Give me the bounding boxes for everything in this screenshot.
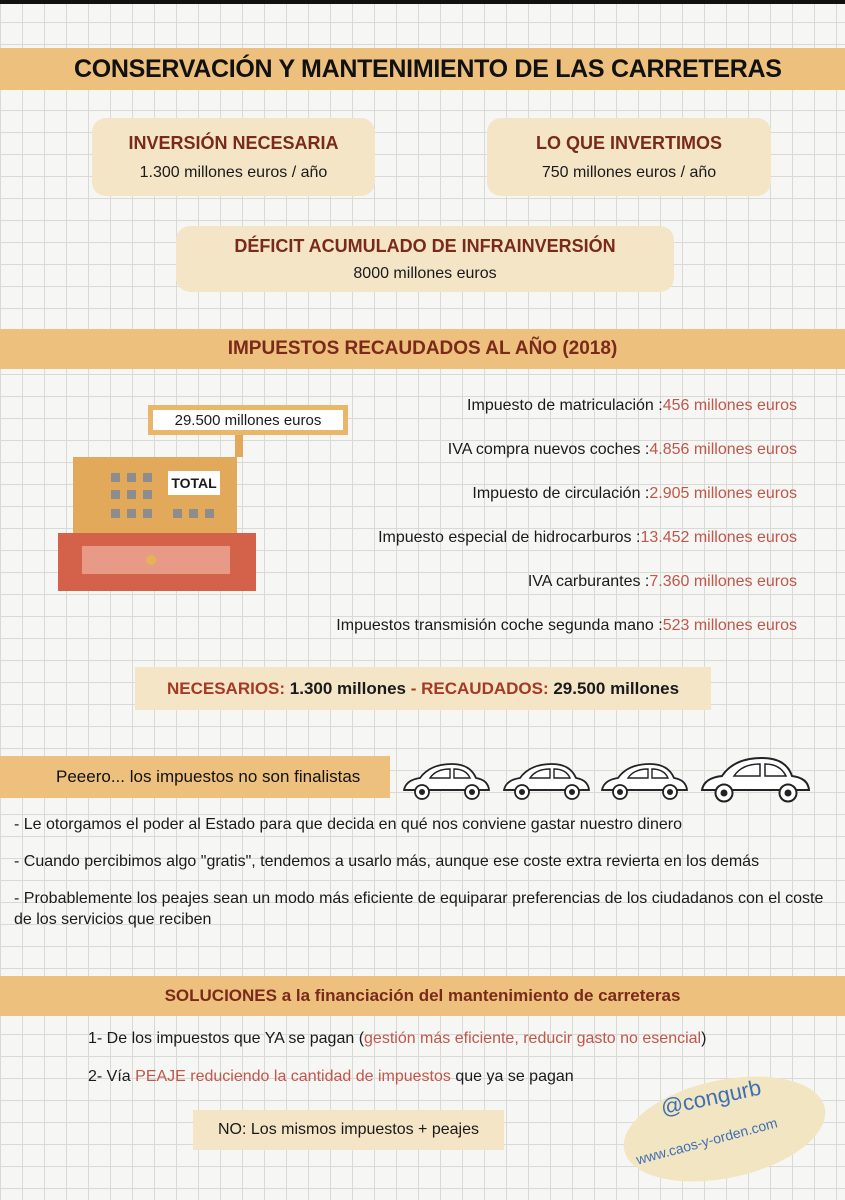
comparison-needed-value: 1.300 millones (285, 678, 411, 698)
investment-actual-box (487, 118, 771, 196)
solution-item-2 (88, 1068, 788, 1086)
argument-item: - Cuando percibimos algo "gratis", tendemos a usarlo más, aunque ese coste extra revierta en los demás (14, 853, 760, 870)
comparison-needed-label: NECESARIOS: (166, 678, 286, 698)
investment-actual-value: 750 millones euros / año (541, 163, 717, 181)
register-key (127, 509, 136, 518)
tax-item-label: Impuesto especial de hidrocarburos : (378, 529, 641, 546)
solution-1-prefix: 1- De los impuestos que YA se pagan ( (88, 1030, 365, 1047)
solutions-header: SOLUCIONES a la financiación del mantenimiento de carreteras (164, 986, 681, 1005)
deficit-box (176, 226, 674, 292)
register-key (143, 473, 152, 482)
tax-item (237, 604, 797, 648)
solution-item-1 (88, 1030, 788, 1048)
register-total-amount-text: 29.500 millones euros (174, 411, 322, 429)
investment-actual-title: LO QUE INVERTIMOS (535, 132, 722, 153)
rejected-option-text: NO: Los mismos impuestos + peajes (218, 1121, 479, 1138)
tax-item-label: IVA compra nuevos coches : (447, 441, 650, 458)
non-earmarked-band (0, 756, 390, 798)
tax-item-value: 456 millones euros (662, 397, 797, 414)
solution-2-highlight: PEAJE reduciendo la cantidad de impuestos (135, 1068, 451, 1085)
tax-item-value: 2.905 millones euros (649, 485, 797, 502)
argument-item: - Probablemente los peajes sean un modo más eficiente de equiparar preferencias de los ciudadanos con el coste de los servicios que reciben (14, 890, 824, 928)
top-border (0, 0, 845, 4)
deficit-title: DÉFICIT ACUMULADO DE INFRAINVERSIÓN (234, 235, 616, 256)
tax-item-value: 4.856 millones euros (649, 441, 797, 458)
brand-website: www.caos-y-orden.com (634, 1114, 780, 1168)
page-title: CONSERVACIÓN Y MANTENIMIENTO DE LAS CARRETERAS (74, 54, 782, 83)
register-key (127, 473, 136, 482)
investment-needed-value: 1.300 millones euros / año (139, 163, 328, 181)
car-icon (500, 760, 592, 802)
register-key (205, 509, 214, 518)
register-key (111, 473, 120, 482)
solution-2-suffix: que ya se pagan (450, 1068, 574, 1085)
investment-needed-title: INVERSIÓN NECESARIA (128, 132, 339, 153)
tax-item-label: IVA carburantes : (527, 573, 650, 590)
tax-item-label: Impuesto de matriculación : (467, 397, 663, 414)
register-drawer (58, 533, 256, 591)
register-total-label: TOTAL (168, 471, 220, 495)
register-key (143, 509, 152, 518)
taxes-header: IMPUESTOS RECAUDADOS AL AÑO (2018) (227, 338, 618, 359)
tax-item (237, 560, 797, 604)
car-icon (598, 760, 690, 802)
tax-list (237, 384, 797, 648)
deficit-value: 8000 millones euros (353, 264, 497, 282)
solution-1-highlight: gestión más eficiente, reducir gasto no esencial (364, 1030, 702, 1047)
comparison-separator: - (410, 678, 422, 698)
solutions-header-band (0, 976, 845, 1016)
title-band (0, 48, 845, 90)
tax-item (237, 472, 797, 516)
rejected-option-box (193, 1110, 504, 1150)
tax-item-label: Impuesto de circulación : (472, 485, 650, 502)
register-key (127, 490, 136, 499)
tax-item (237, 516, 797, 560)
investment-needed-box (92, 118, 375, 196)
register-knob (146, 555, 156, 565)
cash-register-icon (55, 405, 322, 595)
tax-item-value: 523 millones euros (662, 617, 797, 634)
comparison-collected-label: RECAUDADOS: (421, 678, 549, 698)
tax-item (237, 384, 797, 428)
register-key (111, 490, 120, 499)
car-icon (698, 754, 812, 804)
brand-handle: @congurb (658, 1074, 764, 1121)
register-slot (82, 546, 230, 574)
solution-2-prefix: 2- Vía (88, 1068, 136, 1085)
car-icon (400, 760, 492, 802)
comparison-collected-value: 29.500 millones (548, 678, 680, 698)
cars-illustration (400, 754, 820, 804)
register-key (111, 509, 120, 518)
taxes-header-band (0, 329, 845, 369)
solution-1-suffix: ) (701, 1030, 707, 1047)
register-body (73, 457, 237, 539)
comparison-box (135, 667, 711, 710)
register-key (189, 509, 198, 518)
argument-item: - Le otorgamos el poder al Estado para que decida en qué nos conviene gastar nuestro dinero (14, 816, 682, 833)
tax-item (237, 428, 797, 472)
tax-item-value: 7.360 millones euros (649, 573, 797, 590)
tax-item-value: 13.452 millones euros (640, 529, 797, 546)
non-earmarked-header: Peeero... los impuestos no son finalistas (56, 767, 361, 786)
register-key (173, 509, 182, 518)
register-key (143, 490, 152, 499)
tax-item-label: Impuestos transmisión coche segunda mano : (336, 617, 663, 634)
argument-list (14, 814, 834, 946)
